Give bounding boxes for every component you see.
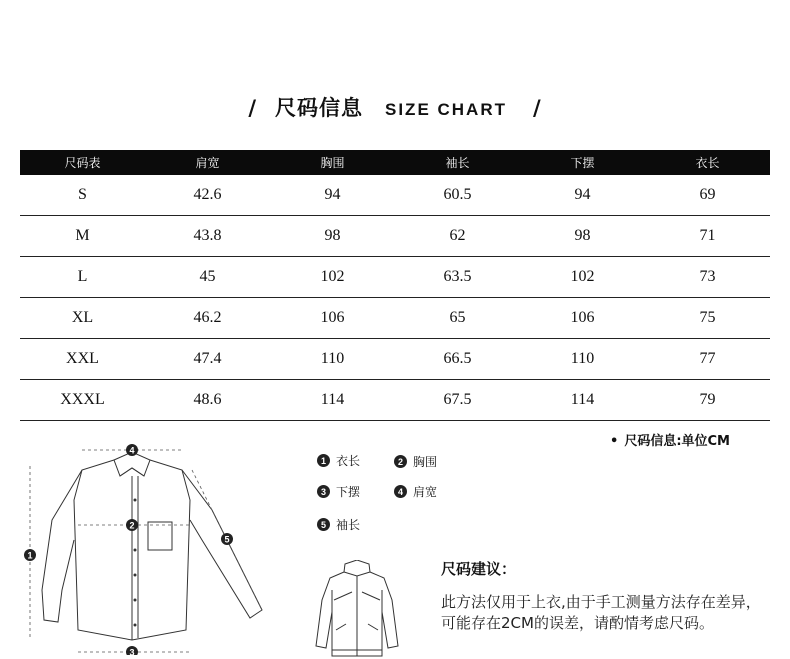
table-cell: 75 [645, 298, 770, 339]
legend-item [317, 483, 360, 500]
table-cell: 114 [270, 380, 395, 421]
table-cell: XL [20, 298, 145, 339]
table-header-row [20, 150, 770, 175]
title-cn: 尺码信息 [275, 96, 363, 120]
legend-item [394, 483, 437, 500]
table-cell: 42.6 [145, 175, 270, 216]
table-cell: S [20, 175, 145, 216]
table-cell: 48.6 [145, 380, 270, 421]
column-header: 肩宽 [145, 150, 270, 175]
table-cell: 110 [270, 339, 395, 380]
table-row [20, 380, 770, 421]
legend-item [317, 516, 360, 533]
legend-label: 袖长 [336, 518, 361, 532]
table-cell: 110 [520, 339, 645, 380]
table-cell: XXXL [20, 380, 145, 421]
shirt-diagram [22, 440, 272, 655]
svg-text:1: 1 [27, 550, 33, 561]
table-row [20, 339, 770, 380]
svg-text:3: 3 [129, 647, 135, 655]
measure-marker-1 [24, 549, 36, 561]
page-title [0, 92, 790, 122]
table-row [20, 216, 770, 257]
table-cell: 65 [395, 298, 520, 339]
table-cell: 71 [645, 216, 770, 257]
title-slash-left: / [248, 96, 257, 120]
legend-number: 4 [394, 485, 407, 498]
table-cell: M [20, 216, 145, 257]
legend-item [394, 453, 437, 470]
table-cell: 73 [645, 257, 770, 298]
legend-number: 2 [394, 455, 407, 468]
table-cell: 114 [520, 380, 645, 421]
measure-marker-5 [221, 533, 233, 545]
table-cell: 46.2 [145, 298, 270, 339]
measure-marker-3 [126, 646, 138, 655]
jacket-illustration [312, 560, 402, 659]
table-cell: 62 [395, 216, 520, 257]
table-row [20, 175, 770, 216]
legend-item [317, 452, 360, 469]
measurement-legend [317, 452, 467, 542]
table-cell: XXL [20, 339, 145, 380]
column-header: 下摆 [520, 150, 645, 175]
legend-number: 1 [317, 454, 330, 467]
table-cell: 94 [270, 175, 395, 216]
unit-note-text: 尺码信息:单位CM [624, 434, 730, 449]
table-cell: 60.5 [395, 175, 520, 216]
table-cell: 63.5 [395, 257, 520, 298]
table-cell: 106 [520, 298, 645, 339]
size-table [20, 150, 770, 421]
table-cell: 77 [645, 339, 770, 380]
advice-title: 尺码建议： [441, 560, 517, 578]
legend-number: 3 [317, 485, 330, 498]
bullet-icon: • [610, 434, 619, 449]
table-row [20, 298, 770, 339]
table-cell: 67.5 [395, 380, 520, 421]
table-cell: 102 [270, 257, 395, 298]
column-header: 袖长 [395, 150, 520, 175]
table-cell: 43.8 [145, 216, 270, 257]
advice-text: 此方法仅用于上衣,由于手工测量方法存在差异，可能存在2CM的误差，请酌情考虑尺码。 [441, 593, 761, 632]
svg-text:4: 4 [129, 445, 135, 456]
column-header: 衣长 [645, 150, 770, 175]
svg-text:2: 2 [129, 520, 135, 531]
table-cell: 66.5 [395, 339, 520, 380]
legend-number: 5 [317, 518, 330, 531]
table-cell: 45 [145, 257, 270, 298]
measure-marker-2 [126, 519, 138, 531]
table-cell: 94 [520, 175, 645, 216]
title-slash-right: / [533, 96, 542, 120]
table-row [20, 257, 770, 298]
table-cell: 69 [645, 175, 770, 216]
column-header: 胸围 [270, 150, 395, 175]
title-en: SIZE CHART [385, 100, 507, 119]
table-cell: 47.4 [145, 339, 270, 380]
table-cell: 79 [645, 380, 770, 421]
legend-label: 下摆 [336, 485, 361, 499]
table-cell: 98 [270, 216, 395, 257]
legend-label: 衣长 [336, 454, 361, 468]
table-cell: 98 [520, 216, 645, 257]
column-header: 尺码表 [20, 150, 145, 175]
measure-marker-4 [126, 444, 138, 456]
table-cell: 106 [270, 298, 395, 339]
unit-note [610, 430, 730, 449]
svg-text:5: 5 [224, 534, 230, 545]
legend-label: 胸围 [413, 455, 438, 469]
table-cell: L [20, 257, 145, 298]
table-cell: 102 [520, 257, 645, 298]
legend-label: 肩宽 [413, 485, 438, 499]
